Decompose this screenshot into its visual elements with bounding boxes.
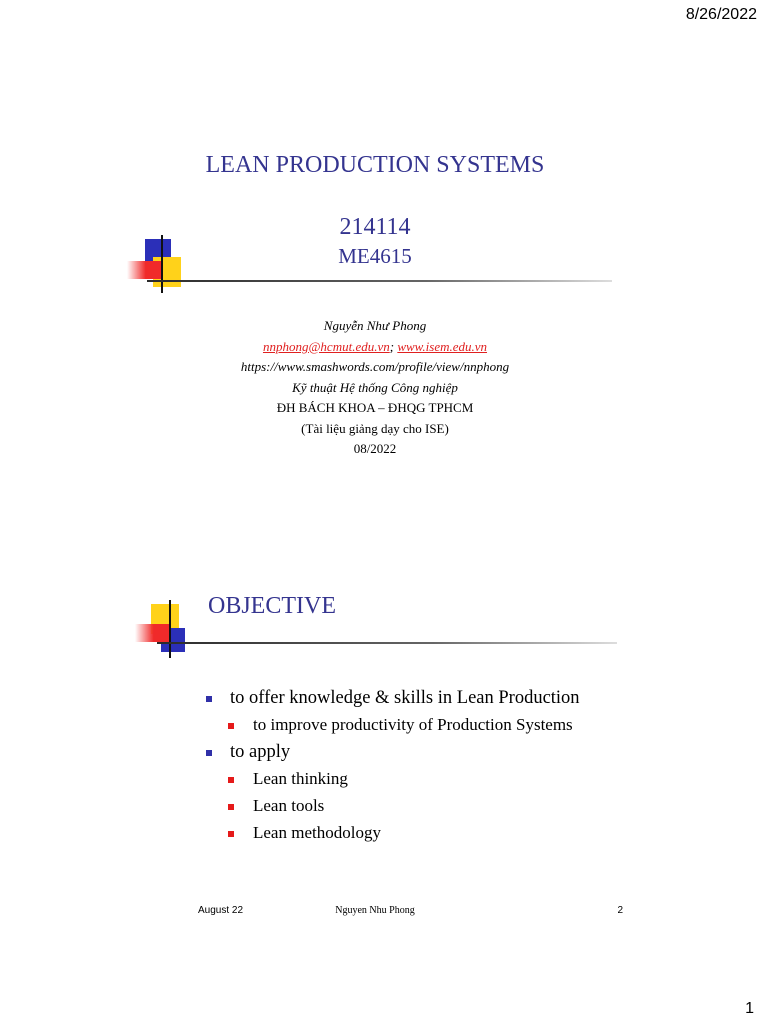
slide-title: OBJECTIVE <box>208 593 336 619</box>
slide-logo-icon <box>133 600 193 660</box>
slide-objective <box>125 585 625 925</box>
course-code-alt: ME4615 <box>338 244 412 268</box>
bullet-square-icon <box>206 696 212 702</box>
objective-list <box>203 687 580 849</box>
bullet-square-icon <box>228 831 234 837</box>
footer-slide-number: 2 <box>617 905 623 916</box>
bullet-square-icon <box>206 750 212 756</box>
author-info <box>125 316 625 460</box>
footer-author: Nguyen Nhu Phong <box>335 905 415 916</box>
bullet-square-icon <box>228 723 234 729</box>
list-item: to improve productivity of Production Systems <box>203 714 580 741</box>
footer-date: August 22 <box>198 905 244 916</box>
department: Kỹ thuật Hệ thống Công nghiệp <box>292 379 458 395</box>
page-number: 1 <box>745 1000 754 1017</box>
author-name: Nguyễn Như Phong <box>323 318 427 333</box>
profile-url: https://www.smashwords.com/profile/view/nnphong <box>240 359 510 374</box>
slide-title-page <box>125 140 625 480</box>
university: ĐH BÁCH KHOA – ĐHQG TPHCM <box>276 400 474 415</box>
list-item: Lean methodology <box>203 822 580 849</box>
bullet-square-icon <box>228 777 234 783</box>
website-link[interactable]: www.isem.edu.vn <box>397 338 488 354</box>
slide-title: LEAN PRODUCTION SYSTEMS <box>205 152 545 178</box>
course-code: 214114 <box>339 214 411 240</box>
page-date: 8/26/2022 <box>685 6 757 23</box>
document-date: 08/2022 <box>353 441 397 456</box>
list-item: to offer knowledge & skills in Lean Production <box>203 687 580 714</box>
title-divider <box>147 280 612 282</box>
list-item: Lean tools <box>203 795 580 822</box>
objective-divider <box>157 642 617 644</box>
bullet-square-icon <box>228 804 234 810</box>
list-item: to apply <box>203 741 580 768</box>
document-note: (Tài liệu giảng dạy cho ISE) <box>301 420 449 436</box>
email-link[interactable]: nnphong@hcmut.edu.vn <box>262 338 390 354</box>
list-item: Lean thinking <box>203 768 580 795</box>
link-separator: ; <box>389 338 395 354</box>
